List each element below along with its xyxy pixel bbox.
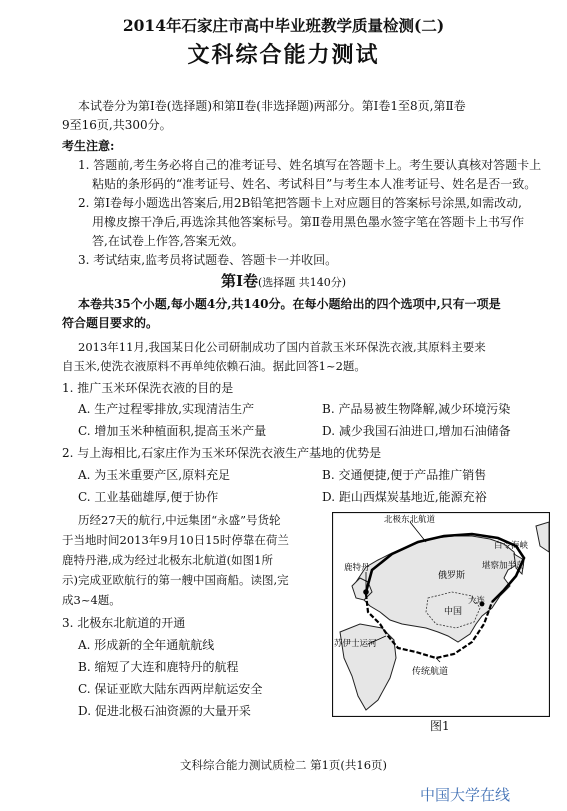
exam-subtitle: 文科综合能力测试 — [187, 42, 380, 68]
passage-2-line-2: 于当地时间2013年9月10日15时停靠在荷兰 — [62, 533, 289, 547]
passage-1-line-2: 自玉米,使洗衣液原料不再单纯依赖石油。据此回答1~2题。 — [62, 359, 366, 373]
question-2-stem: 2. 与上海相比,石家庄作为玉米环保洗衣液生产基地的优势是 — [62, 446, 382, 460]
question-3-option-d: D. 促进北极石油资源的大量开采 — [78, 704, 251, 718]
question-2-option-a: A. 为玉米重要产区,原料充足 — [78, 468, 231, 482]
map-label-kamchatka: 堪察加半岛 — [482, 561, 525, 571]
question-1-option-d: D. 减少我国石油进口,增加石油储备 — [322, 424, 511, 438]
question-1-option-a: A. 生产过程零排放,实现清洁生产 — [78, 402, 255, 416]
passage-2-line-1: 历经27天的航行,中远集团“永盛”号货轮 — [78, 513, 281, 527]
question-3-option-b: B. 缩短了大连和鹿特丹的航程 — [78, 660, 239, 674]
map-label-suez: 苏伊士运河 — [334, 639, 377, 649]
exam-title: 2014年石家庄市高中毕业班教学质量检测(二) — [122, 16, 445, 35]
question-3-stem: 3. 北极东北航道的开通 — [62, 616, 186, 630]
question-1-option-c: C. 增加玉米种植面积,提高玉米产量 — [78, 424, 267, 438]
question-2-option-c: C. 工业基础雄厚,便于协作 — [78, 490, 219, 504]
question-3-option-c: C. 保证亚欧大陆东西两岸航运安全 — [78, 682, 263, 696]
section-title — [0, 270, 567, 291]
passage-2-line-4: 示)完成亚欧航行的第一艘中国商船。读图,完 — [62, 573, 289, 587]
intro-line-2: 9至16页,共300分。 — [62, 118, 172, 132]
question-2-option-b: B. 交通便捷,便于产品推广销售 — [322, 468, 487, 482]
notice-item-1-line-1: 1. 答题前,考生务必将自己的准考证号、姓名填写在答题卡上。考生要认真核对答题卡上 — [78, 158, 542, 172]
map-label-rotterdam: 鹿特丹 — [344, 563, 370, 573]
notice-item-2-line-1: 2. 第Ⅰ卷每小题选出答案后,用2B铅笔把答题卡上对应题目的答案标号涂黑,如需改动, — [78, 196, 522, 210]
section-instructions-line-2: 符合题目要求的。 — [62, 316, 159, 330]
map-label-traditional: 传统航道 — [412, 667, 449, 677]
question-2-option-d: D. 距山西煤炭基地近,能源充裕 — [322, 490, 487, 504]
section-title-main: 第Ⅰ卷 — [220, 272, 258, 290]
intro-line-1: 本试卷分为第Ⅰ卷(选择题)和第Ⅱ卷(非选择题)两部分。第Ⅰ卷1至8页,第Ⅱ卷 — [78, 99, 466, 113]
question-1-option-b: B. 产品易被生物降解,减少环境污染 — [322, 402, 511, 416]
map-label-china: 中国 — [444, 607, 463, 617]
section-title-note: (选择题 共140分) — [257, 276, 347, 289]
notice-item-1-line-2: 粘贴的条形码的“准考证号、姓名、考试科目”与考生本人准考证号、姓名是否一致。 — [92, 177, 537, 191]
map-label-russia: 俄罗斯 — [438, 571, 466, 581]
route-map-figure — [332, 512, 550, 717]
notice-heading: 考生注意: — [62, 139, 115, 153]
question-3-option-a: A. 形成新的全年通航航线 — [78, 638, 215, 652]
notice-item-2-line-2: 用橡皮擦干净后,再选涂其他答案标号。第Ⅱ卷用黑色墨水签字笔在答题卡上书写作 — [92, 215, 524, 229]
question-1-stem: 1. 推广玉米环保洗衣液的目的是 — [62, 381, 234, 395]
notice-item-2-line-3: 答,在试卷上作答,答案无效。 — [92, 234, 244, 248]
map-label-bering: 白令海峡 — [494, 541, 529, 551]
watermark-text: 中国大学在线 — [420, 786, 511, 804]
passage-2-line-5: 成3~4题。 — [62, 593, 121, 607]
map-label-arctic: 北极东北航道 — [384, 515, 436, 525]
rotterdam-port-marker — [363, 589, 369, 595]
page-footer: 文科综合能力测试质检二 第1页(共16页) — [179, 758, 388, 772]
map-caption: 图1 — [430, 719, 450, 733]
passage-1-line-1: 2013年11月,我国某日化公司研制成功了国内首款玉米环保洗衣液,其原料主要来 — [78, 340, 486, 354]
section-instructions-line-1: 本卷共35个小题,每小题4分,共140分。在每小题给出的四个选项中,只有一项是 — [78, 297, 501, 311]
map-label-dalian: 大连 — [468, 596, 486, 606]
notice-item-3: 3. 考试结束,监考员将试题卷、答题卡一并收回。 — [78, 253, 338, 267]
passage-2-line-3: 鹿特丹港,成为经过北极东北航道(如图1所 — [62, 553, 273, 567]
